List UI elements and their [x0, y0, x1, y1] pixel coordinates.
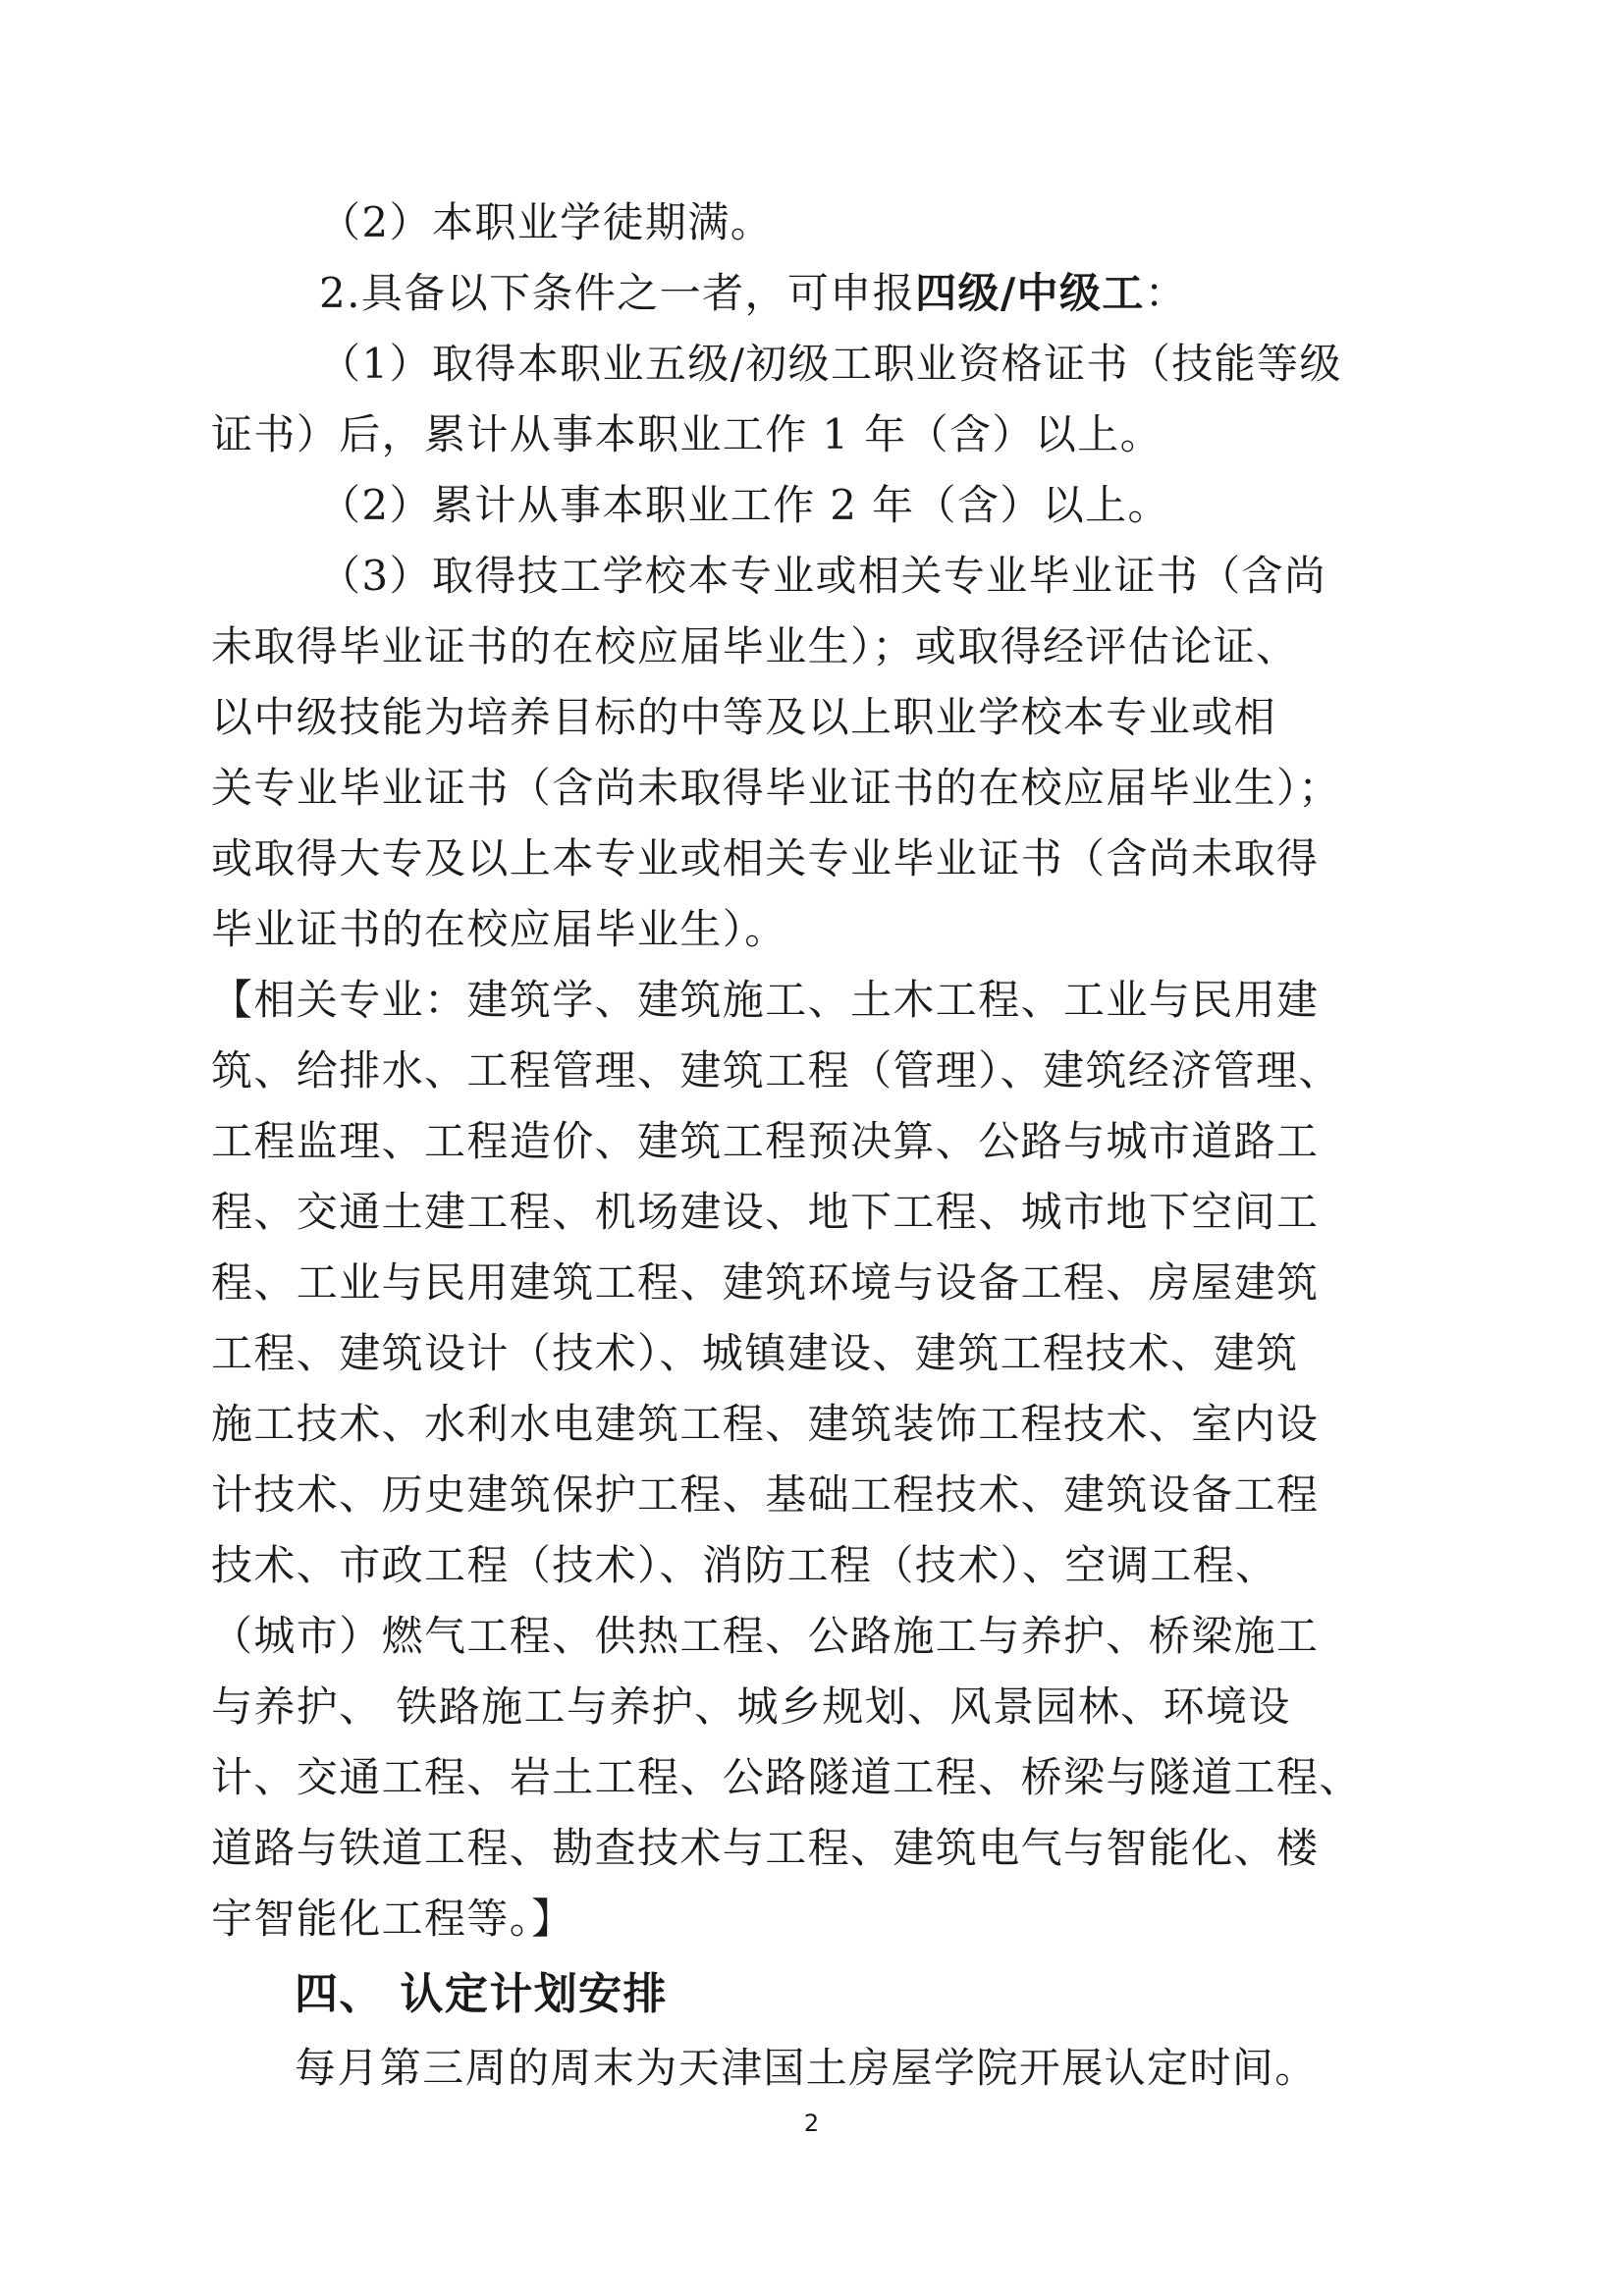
cond3-line-2: 未取得毕业证书的在校应届毕业生）；或取得经评估论证、 — [211, 622, 1299, 670]
cond1-line-2: 证书）后，累计从事本职业工作 1 年（含）以上。 — [211, 410, 1163, 458]
majors-line: （城市）燃气工程、供热工程、公路施工与养护、桥梁施工 — [211, 1612, 1320, 1660]
majors-line: 程、工业与民用建筑工程、建筑环境与设备工程、房屋建筑 — [211, 1258, 1320, 1307]
majors-line: 施工技术、水利水电建筑工程、建筑装饰工程技术、室内设 — [211, 1400, 1320, 1448]
cond3-line-5: 或取得大专及以上本专业或相关专业毕业证书（含尚未取得 — [211, 834, 1320, 882]
cond2-line: （2）累计从事本职业工作 2 年（含）以上。 — [319, 481, 1170, 529]
page-number: 2 — [803, 2109, 820, 2137]
majors-line: 计技术、历史建筑保护工程、基础工程技术、建筑设备工程 — [211, 1470, 1320, 1519]
cond3-line-3: 以中级技能为培养目标的中等及以上职业学校本专业或相 — [211, 693, 1277, 741]
majors-line: 与养护、 铁路施工与养护、城乡规划、风景园林、环境设 — [211, 1682, 1291, 1731]
majors-line: 计、交通工程、岩土工程、公路隧道工程、桥梁与隧道工程、 — [211, 1753, 1362, 1801]
majors-line: 【相关专业：建筑学、建筑施工、土木工程、工业与民用建 — [211, 976, 1320, 1024]
majors-line: 工程监理、工程造价、建筑工程预决算、公路与城市道路工 — [211, 1117, 1320, 1165]
condition-2-level: 四级/中级工 — [915, 269, 1145, 317]
condition-2-prefix: 2.具备以下条件之一者，可申报 — [319, 269, 916, 317]
majors-line: 筑、给排水、工程管理、建筑工程（管理）、建筑经济管理、 — [211, 1046, 1341, 1095]
condition-2-suffix: ： — [1144, 269, 1188, 317]
schedule-text: 每月第三周的周末为天津国土房屋学院开展认定时间。 — [295, 2044, 1318, 2092]
cond3-line-4: 关专业毕业证书（含尚未取得毕业证书的在校应届毕业生）； — [211, 764, 1341, 812]
cond3-line-1: （3）取得技工学校本专业或相关专业毕业证书（含尚 — [319, 552, 1327, 600]
item-2-apprentice: （2）本职业学徒期满。 — [319, 198, 774, 246]
cond1-line-1: （1）取得本职业五级/初级工职业资格证书（技能等级 — [319, 340, 1342, 388]
majors-line: 技术、市政工程（技术）、消防工程（技术）、空调工程、 — [211, 1541, 1278, 1589]
condition-2-heading — [319, 267, 1488, 320]
majors-line: 宇智能化工程等。】 — [211, 1895, 574, 1943]
section-heading: 四、 认定计划安排 — [295, 1969, 668, 2019]
majors-line: 程、交通土建工程、机场建设、地下工程、城市地下空间工 — [211, 1188, 1320, 1236]
majors-line: 道路与铁道工程、勘查技术与工程、建筑电气与智能化、楼 — [211, 1824, 1320, 1872]
majors-line: 工程、建筑设计（技术）、城镇建设、建筑工程技术、建筑 — [211, 1329, 1299, 1377]
cond3-line-6: 毕业证书的在校应届毕业生）。 — [211, 905, 787, 953]
